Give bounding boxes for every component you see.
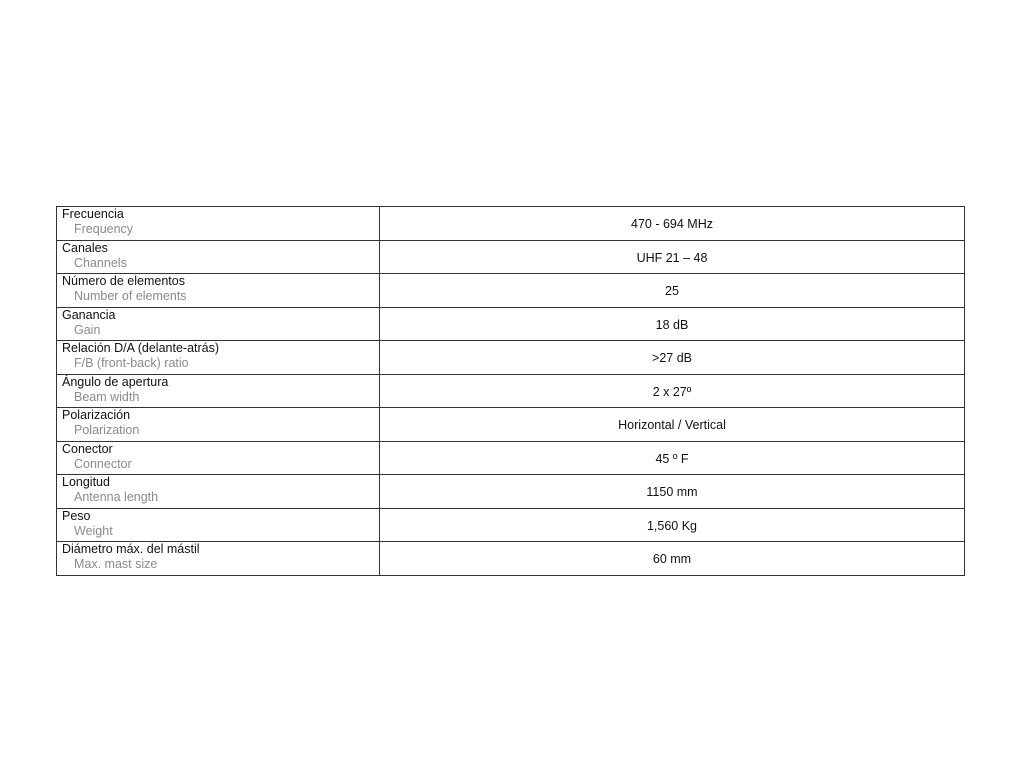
spec-label-english: Antenna length <box>74 490 159 504</box>
spec-label-cell <box>57 307 380 341</box>
spec-row <box>57 542 965 576</box>
spec-row <box>57 475 965 509</box>
spec-label-english: F/B (front-back) ratio <box>74 356 189 370</box>
spec-row <box>57 508 965 542</box>
spec-label-spanish: Relación D/A (delante-atrás) <box>62 341 220 355</box>
spec-label-cell <box>57 408 380 442</box>
spec-label-english: Polarization <box>74 423 140 437</box>
spec-label-cell <box>57 341 380 375</box>
spec-row <box>57 374 965 408</box>
spec-table <box>56 206 965 576</box>
spec-label-spanish: Número de elementos <box>62 274 185 288</box>
spec-label-cell <box>57 508 380 542</box>
spec-value: 1,560 Kg <box>380 508 965 542</box>
spec-label-english: Weight <box>74 523 113 538</box>
spec-label-english: Frequency <box>74 222 134 236</box>
spec-row <box>57 307 965 341</box>
spec-value: 1150 mm <box>380 475 965 509</box>
spec-row <box>57 207 965 241</box>
spec-row <box>57 341 965 375</box>
spec-label-english: Connector <box>74 456 132 471</box>
spec-row <box>57 274 965 308</box>
spec-label-english: Beam width <box>74 389 140 404</box>
spec-label-english: Gain <box>74 322 101 337</box>
spec-value: 470 - 694 MHz <box>380 207 965 241</box>
spec-label-english: Number of elements <box>74 289 187 303</box>
spec-label-spanish: Polarización <box>62 408 131 422</box>
spec-label-spanish: Diámetro máx. del mástil <box>62 542 200 556</box>
spec-label-spanish: Canales <box>62 240 108 255</box>
spec-label-cell <box>57 441 380 475</box>
spec-row <box>57 441 965 475</box>
spec-value: Horizontal / Vertical <box>380 408 965 442</box>
spec-label-english: Max. mast size <box>74 557 158 571</box>
spec-label-spanish: Longitud <box>62 475 110 489</box>
spec-label-english: Channels <box>74 255 127 270</box>
spec-label-spanish: Conector <box>62 441 113 456</box>
spec-label-spanish: Ganancia <box>62 307 116 322</box>
spec-value: 60 mm <box>380 542 965 576</box>
spec-table-body <box>57 207 965 576</box>
spec-label-spanish: Peso <box>62 508 91 523</box>
spec-value: 45 º F <box>380 441 965 475</box>
spec-value: 2 x 27º <box>380 374 965 408</box>
spec-label-cell <box>57 374 380 408</box>
spec-value: >27 dB <box>380 341 965 375</box>
spec-label-cell <box>57 240 380 274</box>
spec-row <box>57 408 965 442</box>
spec-label-cell <box>57 274 380 308</box>
spec-value: 18 dB <box>380 307 965 341</box>
spec-label-spanish: Frecuencia <box>62 207 124 221</box>
spec-row <box>57 240 965 274</box>
spec-label-spanish: Ángulo de apertura <box>62 374 169 389</box>
spec-label-cell <box>57 542 380 576</box>
spec-value: UHF 21 – 48 <box>380 240 965 274</box>
spec-label-cell <box>57 207 380 241</box>
spec-label-cell <box>57 475 380 509</box>
spec-value: 25 <box>380 274 965 308</box>
